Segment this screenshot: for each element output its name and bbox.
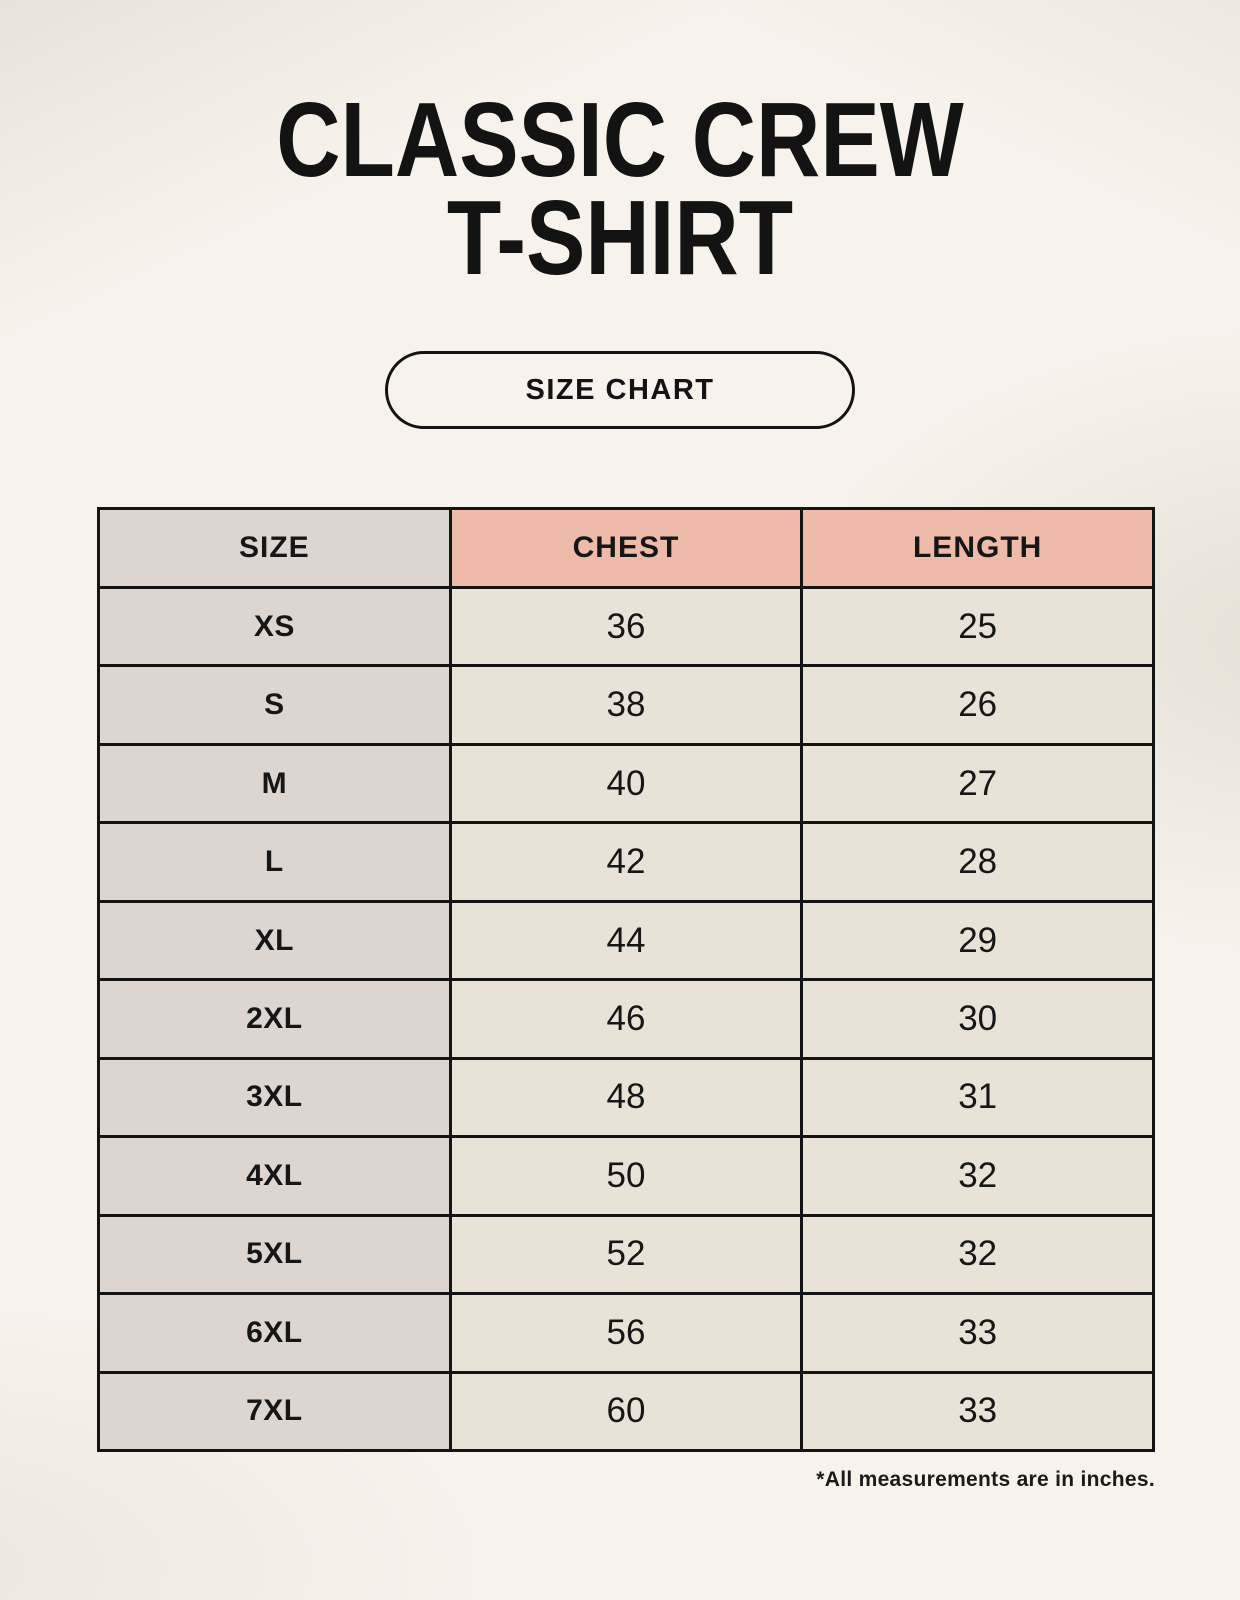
chest-value: 56 — [450, 1294, 802, 1372]
size-label: 3XL — [99, 1058, 451, 1136]
badge-container — [0, 351, 1240, 429]
table-row — [99, 1372, 1154, 1450]
chest-value: 52 — [450, 1215, 802, 1293]
table-row — [99, 744, 1154, 822]
length-value: 26 — [802, 666, 1154, 744]
size-label: 7XL — [99, 1372, 451, 1450]
table-container — [97, 507, 1155, 1452]
column-header-size: SIZE — [99, 509, 451, 588]
length-value: 33 — [802, 1372, 1154, 1450]
length-value: 28 — [802, 823, 1154, 901]
chest-value: 46 — [450, 980, 802, 1058]
table-row — [99, 980, 1154, 1058]
size-label: 2XL — [99, 980, 451, 1058]
length-value: 32 — [802, 1137, 1154, 1215]
chest-value: 60 — [450, 1372, 802, 1450]
table-header — [99, 509, 1154, 588]
length-value: 33 — [802, 1294, 1154, 1372]
table-row — [99, 901, 1154, 979]
chest-value: 48 — [450, 1058, 802, 1136]
table-body — [99, 588, 1154, 1451]
table-row — [99, 588, 1154, 666]
table-row — [99, 1215, 1154, 1293]
size-label: 6XL — [99, 1294, 451, 1372]
column-header-length: LENGTH — [802, 509, 1154, 588]
length-value: 25 — [802, 588, 1154, 666]
measurements-footnote: *All measurements are in inches. — [816, 1468, 1155, 1492]
product-title — [0, 0, 1240, 297]
length-value: 27 — [802, 744, 1154, 822]
chest-value: 42 — [450, 823, 802, 901]
size-label: 5XL — [99, 1215, 451, 1293]
product-title-line2: T-SHIRT — [446, 178, 794, 297]
size-label: 4XL — [99, 1137, 451, 1215]
size-label: M — [99, 744, 451, 822]
size-label: XS — [99, 588, 451, 666]
table-row — [99, 1137, 1154, 1215]
table-row — [99, 1294, 1154, 1372]
length-value: 32 — [802, 1215, 1154, 1293]
chest-value: 38 — [450, 666, 802, 744]
table-row — [99, 823, 1154, 901]
table-row — [99, 1058, 1154, 1136]
header-row — [99, 509, 1154, 588]
size-label: L — [99, 823, 451, 901]
product-title-line1: CLASSIC CREW — [276, 81, 964, 199]
size-label: S — [99, 666, 451, 744]
chest-value: 44 — [450, 901, 802, 979]
size-chart-badge: SIZE CHART — [385, 351, 855, 429]
size-chart-table — [97, 507, 1155, 1452]
size-label: XL — [99, 901, 451, 979]
length-value: 29 — [802, 901, 1154, 979]
table-row — [99, 666, 1154, 744]
column-header-chest: CHEST — [450, 509, 802, 588]
length-value: 30 — [802, 980, 1154, 1058]
chest-value: 50 — [450, 1137, 802, 1215]
chest-value: 36 — [450, 588, 802, 666]
chest-value: 40 — [450, 744, 802, 822]
length-value: 31 — [802, 1058, 1154, 1136]
